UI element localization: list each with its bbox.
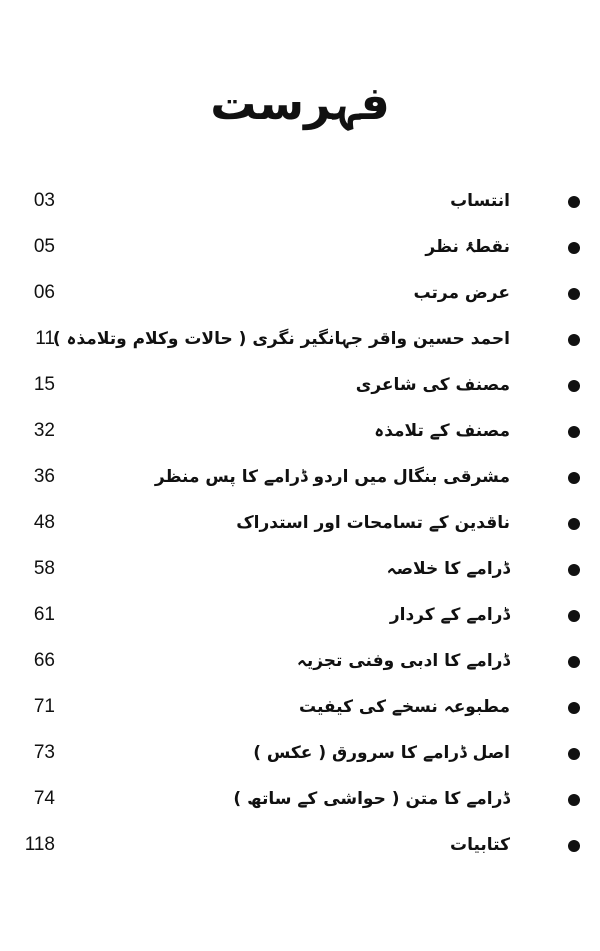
page-number: 03 (33, 190, 55, 211)
toc-entry-4 (0, 316, 600, 362)
bullet-icon (568, 288, 580, 300)
toc-entry-15 (0, 822, 600, 868)
page-number: 61 (33, 604, 55, 625)
toc-entry-10 (0, 592, 600, 638)
toc-entry-1 (0, 178, 600, 224)
entry-title: نقطۂ نظر (425, 237, 510, 257)
entry-title: اصل ڈرامے کا سرورق ( عکس ) (253, 743, 510, 763)
page-number: 15 (33, 374, 55, 395)
page-number: 06 (33, 282, 55, 303)
page-number: 48 (33, 512, 55, 533)
bullet-icon (568, 426, 580, 438)
bullet-icon (568, 472, 580, 484)
entry-title: کتابیات (450, 835, 510, 855)
bullet-icon (568, 196, 580, 208)
toc-entry-12 (0, 684, 600, 730)
bullet-icon (568, 518, 580, 530)
bullet-icon (568, 840, 580, 852)
toc-entry-14 (0, 776, 600, 822)
entry-title: مطبوعہ نسخے کی کیفیت (299, 697, 510, 717)
bullet-icon (568, 656, 580, 668)
toc-entry-8 (0, 500, 600, 546)
entry-title: انتساب (450, 191, 510, 211)
entry-title: ڈرامے کا ادبی وفنی تجزیہ (296, 651, 510, 671)
page-number: 118 (24, 834, 55, 855)
toc-entry-11 (0, 638, 600, 684)
entry-title: احمد حسین واقر جہانگیر نگری ( حالات وکلام وتلامذہ ) (52, 329, 510, 349)
page-number: 36 (33, 466, 55, 487)
bullet-icon (568, 702, 580, 714)
bullet-icon (568, 242, 580, 254)
bullet-icon (568, 794, 580, 806)
toc-entry-5 (0, 362, 600, 408)
bullet-icon (568, 610, 580, 622)
toc-entry-2 (0, 224, 600, 270)
table-of-contents (0, 178, 600, 868)
entry-title: ناقدین کے تسامحات اور استدراک (236, 513, 510, 533)
page-number: 11 (35, 328, 55, 349)
toc-entry-3 (0, 270, 600, 316)
toc-entry-7 (0, 454, 600, 500)
page-title: فہرست (210, 75, 390, 130)
entry-title: مصنف کی شاعری (355, 375, 510, 395)
page-number: 73 (33, 742, 55, 763)
page-number: 74 (33, 788, 55, 809)
page-number: 58 (33, 558, 55, 579)
bullet-icon (568, 564, 580, 576)
page-number: 71 (33, 696, 55, 717)
bullet-icon (568, 380, 580, 392)
entry-title: مشرقی بنگال میں اردو ڈرامے کا پس منظر (154, 467, 510, 487)
entry-title: ڈرامے کا متن ( حواشی کے ساتھ ) (233, 789, 510, 809)
entry-title: ڈرامے کے کردار (389, 605, 510, 625)
entry-title: مصنف کے تلامذہ (374, 421, 510, 441)
page-number: 66 (33, 650, 55, 671)
page-number: 32 (33, 420, 55, 441)
toc-entry-13 (0, 730, 600, 776)
toc-entry-9 (0, 546, 600, 592)
entry-title: عرض مرتب (413, 283, 510, 303)
entry-title: ڈرامے کا خلاصہ (386, 559, 510, 579)
bullet-icon (568, 334, 580, 346)
page-number: 05 (33, 236, 55, 257)
bullet-icon (568, 748, 580, 760)
toc-entry-6 (0, 408, 600, 454)
